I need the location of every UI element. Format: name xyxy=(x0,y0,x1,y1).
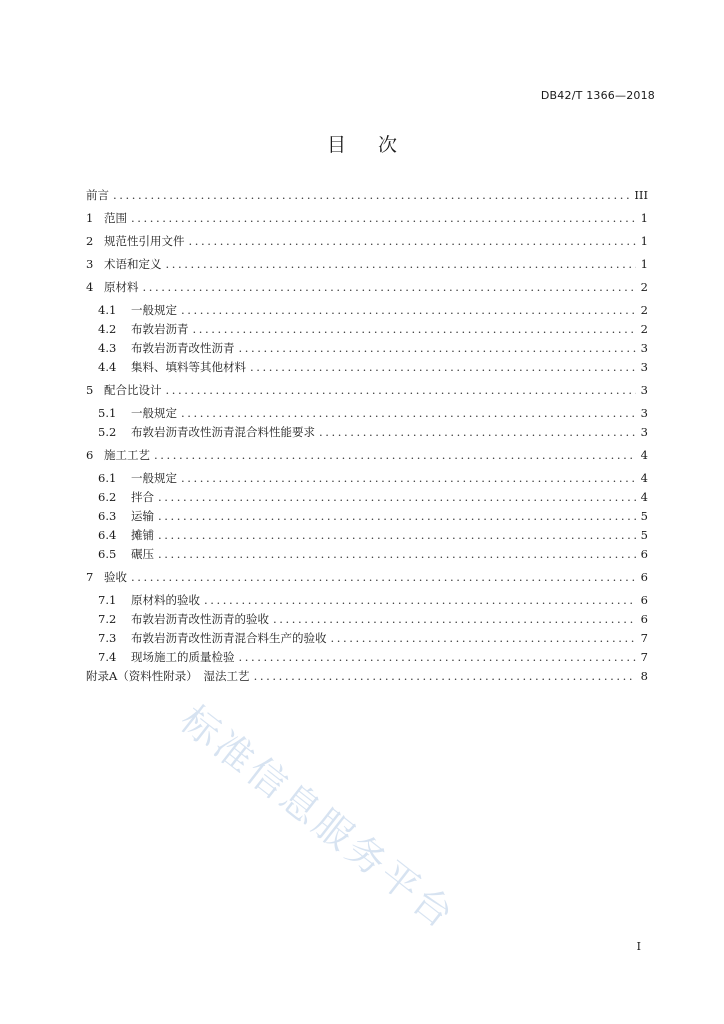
document-code: DB42/T 1366—2018 xyxy=(540,89,655,102)
toc-entry-title: 范围 xyxy=(104,211,127,225)
toc-entry-page: 7 xyxy=(640,631,648,645)
dot-leader xyxy=(250,358,636,377)
toc-entry-page: 8 xyxy=(640,669,648,683)
toc-entry[interactable] xyxy=(86,545,648,564)
dot-leader xyxy=(158,545,636,564)
toc-entry-title: 拌合 xyxy=(131,490,154,504)
toc-entry-page: 3 xyxy=(640,341,648,355)
toc-entry-title: 布敦岩沥青 xyxy=(131,322,189,336)
toc-entry[interactable] xyxy=(86,209,648,228)
toc-entry-page: 6 xyxy=(640,547,648,561)
toc-entry-page: 1 xyxy=(640,257,648,271)
toc-entry-title: 布敦岩沥青改性沥青 xyxy=(131,341,235,355)
toc-entry-page: 3 xyxy=(640,360,648,374)
toc-title xyxy=(0,130,724,157)
toc-entry-page: 6 xyxy=(640,593,648,607)
dot-leader xyxy=(131,209,636,228)
toc-entry-title: 运输 xyxy=(131,509,154,523)
toc-entry-number: 6 xyxy=(86,448,94,462)
toc-entry-number: 6.2 xyxy=(98,490,117,504)
toc-entry-title: 原材料的验收 xyxy=(131,593,200,607)
table-of-contents xyxy=(86,186,648,686)
toc-entry-page: 5 xyxy=(640,509,648,523)
toc-entry-number: 6.4 xyxy=(98,528,117,542)
toc-title-part1: 目 xyxy=(326,134,346,156)
toc-entry-page: 3 xyxy=(640,406,648,420)
dot-leader xyxy=(143,278,637,297)
dot-leader xyxy=(158,507,636,526)
dot-leader xyxy=(131,568,636,587)
dot-leader xyxy=(181,404,636,423)
toc-entry-title: 施工工艺 xyxy=(104,448,150,462)
watermark-text: 标准信息服务平台 xyxy=(172,697,465,939)
toc-entry[interactable] xyxy=(86,232,648,251)
toc-entry[interactable] xyxy=(86,568,648,587)
dot-leader xyxy=(319,423,636,442)
toc-entry[interactable] xyxy=(86,186,648,205)
toc-entry-number: 7.2 xyxy=(98,612,117,626)
dot-leader xyxy=(189,232,637,251)
toc-entry-number: 5.2 xyxy=(98,425,117,439)
toc-entry-title: 验收 xyxy=(104,570,127,584)
toc-entry-number: 6.1 xyxy=(98,471,117,485)
toc-entry-title: 配合比设计 xyxy=(104,383,162,397)
dot-leader xyxy=(254,667,636,686)
toc-entry-title: 现场施工的质量检验 xyxy=(131,650,235,664)
toc-entry-number: 4.4 xyxy=(98,360,117,374)
toc-entry[interactable] xyxy=(86,591,648,610)
toc-entry-title: 规范性引用文件 xyxy=(104,234,185,248)
toc-entry[interactable] xyxy=(86,404,648,423)
dot-leader xyxy=(158,488,636,507)
dot-leader xyxy=(181,301,636,320)
dot-leader xyxy=(158,526,636,545)
toc-entry-number: 4.3 xyxy=(98,341,117,355)
toc-title-part2: 次 xyxy=(378,134,398,156)
dot-leader xyxy=(193,320,637,339)
toc-entry-number: 3 xyxy=(86,257,94,271)
dot-leader xyxy=(204,591,636,610)
toc-entry-title: 布敦岩沥青改性沥青混合料性能要求 xyxy=(131,425,315,439)
toc-entry-page: 1 xyxy=(640,211,648,225)
toc-entry[interactable] xyxy=(86,381,648,400)
toc-entry[interactable] xyxy=(86,507,648,526)
toc-entry-title: 摊铺 xyxy=(131,528,154,542)
toc-entry-title: 术语和定义 xyxy=(104,257,162,271)
toc-entry[interactable] xyxy=(86,278,648,297)
toc-entry[interactable] xyxy=(86,358,648,377)
toc-entry-number: 4 xyxy=(86,280,94,294)
toc-entry-page: 4 xyxy=(640,448,648,462)
page-number: I xyxy=(636,940,641,953)
toc-entry-page: 6 xyxy=(640,612,648,626)
toc-entry[interactable] xyxy=(86,423,648,442)
toc-entry-number: 1 xyxy=(86,211,94,225)
toc-entry[interactable] xyxy=(86,320,648,339)
dot-leader xyxy=(181,469,636,488)
toc-entry-number: 2 xyxy=(86,234,94,248)
dot-leader xyxy=(154,446,636,465)
toc-entry-page: 2 xyxy=(640,303,648,317)
dot-leader xyxy=(239,339,637,358)
toc-entry-number: 6.3 xyxy=(98,509,117,523)
toc-entry-title: 布敦岩沥青改性沥青的验收 xyxy=(131,612,269,626)
toc-entry-number: 7.3 xyxy=(98,631,117,645)
toc-entry-page: 6 xyxy=(640,570,648,584)
dot-leader xyxy=(331,629,637,648)
toc-entry[interactable] xyxy=(86,255,648,274)
toc-entry-title: 一般规定 xyxy=(131,471,177,485)
dot-leader xyxy=(166,255,637,274)
toc-entry-page: III xyxy=(634,188,648,202)
toc-entry-page: 2 xyxy=(640,322,648,336)
toc-entry-title: 一般规定 xyxy=(131,406,177,420)
toc-entry-page: 4 xyxy=(640,490,648,504)
toc-entry[interactable] xyxy=(86,469,648,488)
toc-entry[interactable] xyxy=(86,667,648,686)
toc-entry-page: 7 xyxy=(640,650,648,664)
toc-entry-number: 5 xyxy=(86,383,94,397)
toc-entry[interactable] xyxy=(86,648,648,667)
toc-entry-page: 3 xyxy=(640,425,648,439)
toc-entry-number: 4.2 xyxy=(98,322,117,336)
toc-entry-title: 附录A（资料性附录） 湿法工艺 xyxy=(86,669,250,683)
toc-entry-number: 7 xyxy=(86,570,94,584)
toc-entry-number: 5.1 xyxy=(98,406,117,420)
toc-entry[interactable] xyxy=(86,629,648,648)
toc-entry[interactable] xyxy=(86,488,648,507)
toc-entry[interactable] xyxy=(86,446,648,465)
toc-entry-title: 前言 xyxy=(86,188,109,202)
toc-entry[interactable] xyxy=(86,339,648,358)
toc-entry-number: 7.4 xyxy=(98,650,117,664)
toc-entry-number: 6.5 xyxy=(98,547,117,561)
toc-entry-number: 7.1 xyxy=(98,593,117,607)
toc-entry-title: 集料、填料等其他材料 xyxy=(131,360,246,374)
dot-leader xyxy=(273,610,636,629)
toc-entry-page: 2 xyxy=(640,280,648,294)
toc-entry-page: 4 xyxy=(640,471,648,485)
toc-entry[interactable] xyxy=(86,526,648,545)
toc-entry-title: 碾压 xyxy=(131,547,154,561)
dot-leader xyxy=(166,381,637,400)
toc-entry-page: 5 xyxy=(640,528,648,542)
toc-entry-page: 1 xyxy=(640,234,648,248)
toc-entry[interactable] xyxy=(86,610,648,629)
dot-leader xyxy=(239,648,637,667)
toc-entry[interactable] xyxy=(86,301,648,320)
toc-entry-title: 布敦岩沥青改性沥青混合料生产的验收 xyxy=(131,631,327,645)
toc-entry-number: 4.1 xyxy=(98,303,117,317)
toc-entry-title: 原材料 xyxy=(104,280,139,294)
dot-leader xyxy=(113,186,630,205)
toc-entry-page: 3 xyxy=(640,383,648,397)
toc-entry-title: 一般规定 xyxy=(131,303,177,317)
